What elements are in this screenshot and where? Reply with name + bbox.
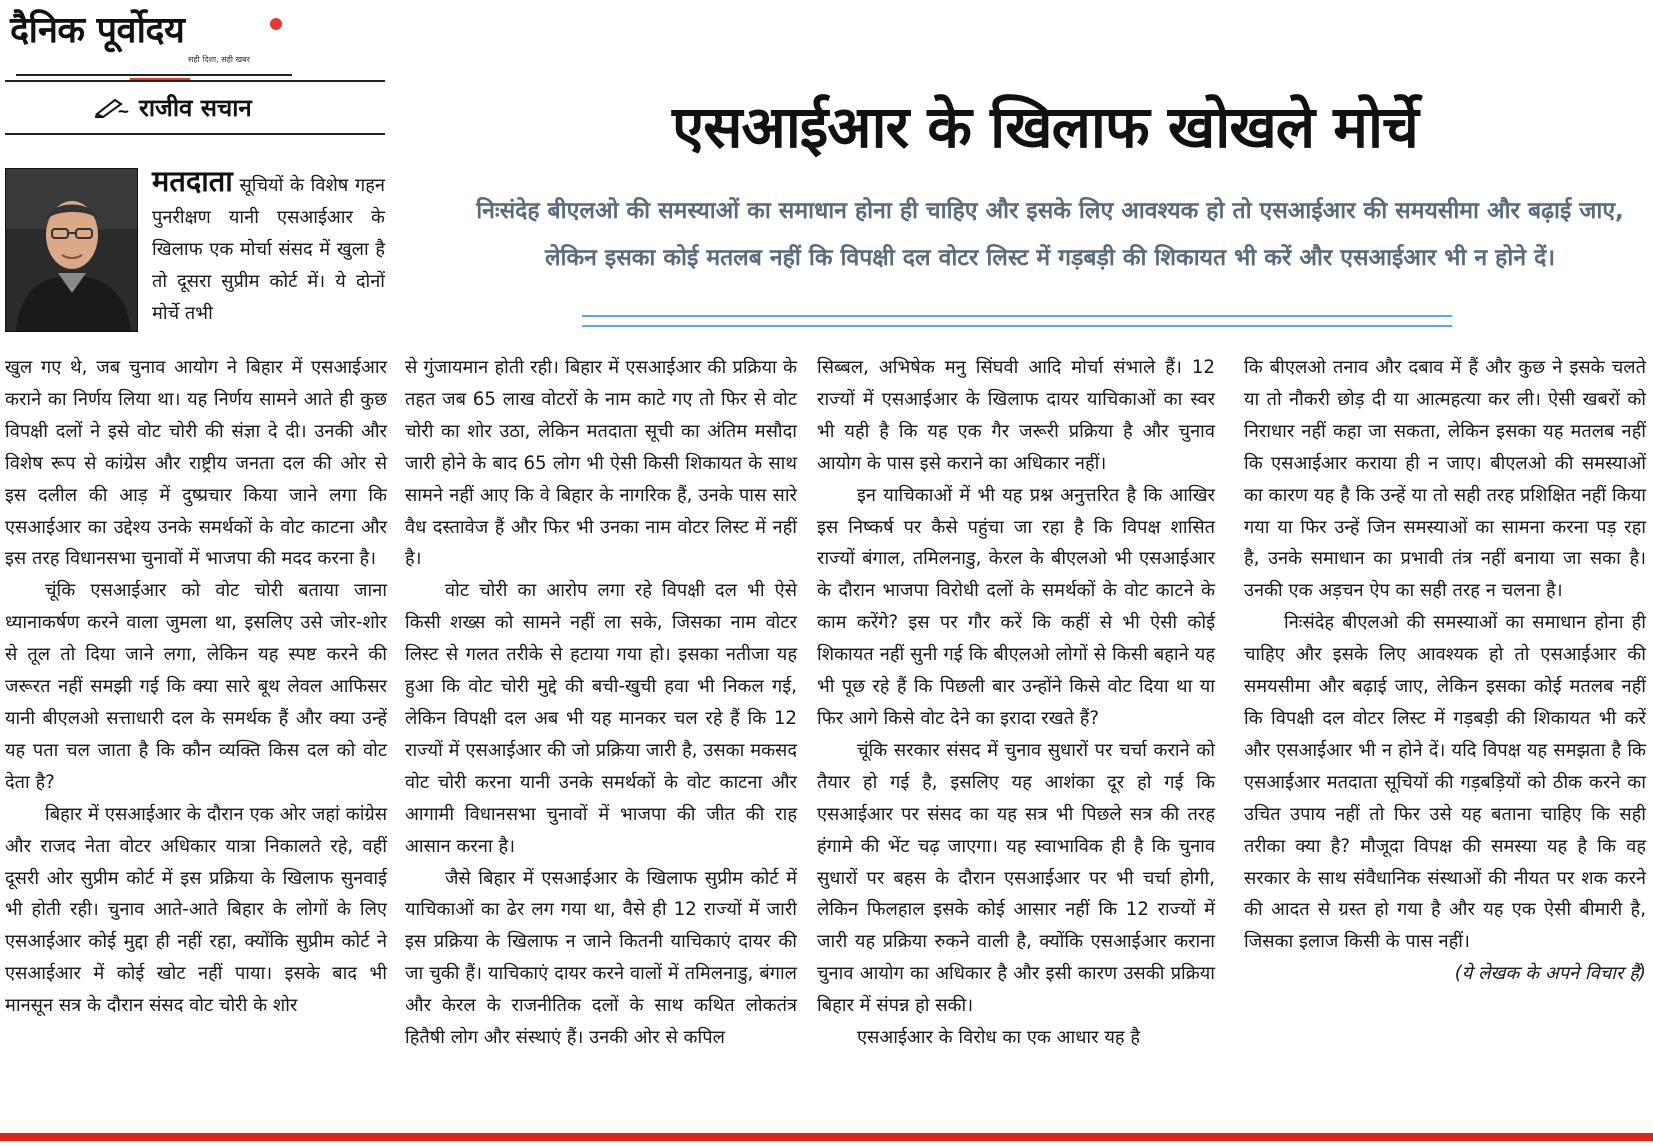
paragraph: वोट चोरी का आरोप लगा रहे विपक्षी दल भी ऐसे किसी शख्स को सामने नहीं ला सके, जिसका नाम वोटर लिस्ट से गलत तरीके से हटाया गया हो। इसका नतीजा यह हुआ कि वोट चोरी मुद्दे की बची-खुची हवा भी निकल गई, लेकिन विपक्षी दल अब भी यह मानकर चल रहे हैं कि 12 राज्यों में एसआईआर की जो प्रक्रिया जारी है, उसका मकसद वोट चोरी करना यानी उनके समर्थकों के वोट काटना और आगामी विधानसभा चुनावों में भाजपा की जीत की राह आसान करना है। bbox=[405, 580, 797, 857]
paragraph: कि बीएलओ तनाव और दबाव में हैं और कुछ ने इसके चलते या तो नौकरी छोड़ दी या आत्महत्या कर ली। ऐसी खबरों को निराधार नहीं कहा जा सकता, लेकिन इसका यह मतलब नहीं कि एसआईआर कराया ही न जाए। बीएलओ की समस्याओं का कारण यह है कि उन्हें या तो सही तरह प्रशिक्षित नहीं किया गया या फिर उन्हें जिन समस्याओं का सामना करना पड़ रहा है, उनके समाधान का प्रभावी तंत्र नहीं बनाया जा सका है। उनकी एक अड़चन ऐप का सही तरह न चलना है। bbox=[1244, 357, 1646, 602]
paragraph: चूंकि सरकार संसद में चुनाव सुधारों पर चर्चा कराने को तैयार हो गई है, इसलिए यह आशंका दूर हो गई कि एसआईआर पर संसद का यह सत्र भी पिछले सत्र की तरह हंगामे की भेंट चढ़ जाएगा। यह स्वाभाविक ही है कि चुनाव सुधारों पर बहस के दौरान एसआईआर पर भी चर्चा होगी, लेकिन फिलहाल इसके कोई आसार नहीं कि 12 राज्यों में जारी यह प्रक्रिया रुकने वाली है, क्योंकि एसआईआर कराना चुनाव आयोग का अधिकार है और इसी कारण उसकी प्रक्रिया बिहार में संपन्न हो सकी। bbox=[817, 739, 1215, 1017]
article-column-2 bbox=[405, 352, 797, 1054]
author-name: राजीव सचान bbox=[139, 93, 252, 122]
deck: निःसंदेह बीएलओ की समस्याओं का समाधान होना ही चाहिए और इसके लिए आवश्यक हो तो एसआईआर की समयसीमा और बढ़ाई जाए, लेकिन इसका कोई मतलब नहीं कि विपक्षी दल वोटर लिस्ट में गड़बड़ी की शिकायत भी करें और एसआईआर भी न होने दें। bbox=[476, 198, 1624, 271]
pen-icon bbox=[95, 96, 129, 118]
footer-divider bbox=[0, 1133, 1653, 1141]
paragraph: बिहार में एसआईआर के दौरान एक ओर जहां कांग्रेस और राजद नेता वोटर अधिकार यात्रा निकालते रहे, वहीं दूसरी ओर सुप्रीम कोर्ट में इस प्रक्रिया के खिलाफ सुनवाई भी होती रही। चुनाव आते-आते बिहार के लोगों के लिए एसआईआर कोई मुद्दा ही नहीं रहा, क्योंकि सुप्रीम कोर्ट ने एसआईआर में कोई खोट नहीं पाया। इसके बाद भी मानसून सत्र के दौरान संसद वोट चोरी के शोर bbox=[5, 803, 387, 1017]
paragraph: जैसे बिहार में एसआईआर के खिलाफ सुप्रीम कोर्ट में याचिकाओं का ढेर लग गया था, वैसे ही 12 राज्यों में जारी इस प्रक्रिया के खिलाफ न जाने कितनी याचिकाएं दायर की जा चुकी हैं। याचिकाएं दायर करने वालों में तमिलनाडु, बंगाल और केरल के राजनीतिक दलों के साथ कथित लोकतंत्र हितैषी लोग और संस्थाएं हैं। उनकी ओर से कपिल bbox=[405, 867, 797, 1049]
paragraph: एसआईआर के विरोध का एक आधार यह है bbox=[857, 1027, 1140, 1049]
author-photo bbox=[5, 168, 138, 332]
author-byline bbox=[95, 92, 252, 122]
masthead-title: दैनिक पूर्वोदय bbox=[10, 9, 185, 51]
paragraph: चूंकि एसआईआर को वोट चोरी बताया जाना ध्यानाकर्षण करने वाला जुमला था, इसलिए उसे जोर-शोर से तूल तो दिया जाने लगा, लेकिन यह स्पष्ट करने की जरूरत नहीं समझी गई कि क्या सारे बूथ लेवल आफिसर यानी बीएलओ सत्ताधारी दल के समर्थक हैं और क्या उन्हें यह पता चल जाता है कि कौन व्यक्ति किस दल को वोट देता है? bbox=[5, 580, 387, 793]
deck-divider-bottom bbox=[582, 325, 1452, 327]
masthead-logo-dot-icon bbox=[270, 18, 282, 30]
author-photo-image bbox=[6, 169, 138, 332]
masthead bbox=[10, 8, 290, 72]
deck-divider-top bbox=[582, 315, 1452, 317]
paragraph: निःसंदेह बीएलओ की समस्याओं का समाधान होना ही चाहिए और इसके लिए आवश्यक हो तो एसआईआर की समयसीमा और बढ़ाई जाए, लेकिन इसका कोई मतलब नहीं कि विपक्षी दल वोटर लिस्ट में गड़बड़ी की शिकायत भी करें और एसआईआर भी न होने दें। यदि विपक्ष यह समझता है कि एसआईआर मतदाता सूचियों की गड़बड़ियों को ठीक करने का उचित उपाय नहीं तो फिर उसे यह बताना चाहिए कि सही तरीका क्या है? मौजूदा विपक्ष की समस्या यह है कि वह सरकार के साथ संवैधानिक संस्थाओं की नीयत पर शक करने की आदत से ग्रस्त हो गया है और यह एक ऐसी बीमारी है, जिसका इलाज किसी के पास नहीं। bbox=[1244, 612, 1646, 953]
byline-bottom-divider bbox=[5, 133, 385, 135]
article-intro bbox=[152, 166, 385, 330]
article-column-4 bbox=[1244, 352, 1646, 990]
byline-top-divider bbox=[5, 80, 385, 82]
masthead-divider bbox=[16, 74, 292, 76]
article-column-3 bbox=[817, 352, 1215, 1054]
author-disclaimer: (ये लेखक के अपने विचार हैं) bbox=[1454, 963, 1646, 985]
intro-text: सूचियों के विशेष गहन पुनरीक्षण यानी एसआईआर के खिलाफ एक मोर्चा संसद में खुला है तो दूसरा सुप्रीम कोर्ट में। ये दोनों मोर्चे तभी bbox=[152, 175, 385, 324]
paragraph: इन याचिकाओं में भी यह प्रश्न अनुत्तरित है कि आखिर इस निष्कर्ष पर कैसे पहुंचा जा रहा है कि विपक्ष शासित राज्यों बंगाल, तमिलनाडु, केरल के बीएलओ भी एसआईआर के दौरान भाजपा विरोधी दलों के समर्थकों के वोट काटने के काम करेंगे? इस पर गौर करें कि कहीं से भी ऐसी कोई शिकायत नहीं सुनी गई कि बीएलओ लोगों से किसी बहाने यह भी पूछ रहे हैं कि पिछली बार उन्होंने किसे वोट दिया था या फिर आगे किसे वोट देने का इरादा रखते हैं? bbox=[817, 484, 1215, 729]
article-column-1 bbox=[5, 352, 387, 1022]
headline: एसआईआर के खिलाफ खोखले मोर्चे bbox=[672, 93, 1418, 161]
paragraph: सिब्बल, अभिषेक मनु सिंघवी आदि मोर्चा संभाले हैं। 12 राज्यों में एसआईआर के खिलाफ दायर याचिकाओं का स्वर भी यही है कि यह एक गैर जरूरी प्रक्रिया है और चुनाव आयोग के पास इसे कराने का अधिकार नहीं। bbox=[817, 357, 1215, 474]
masthead-tagline: सही दिशा, सही खबर bbox=[188, 55, 250, 64]
paragraph: से गुंजायमान होती रही। बिहार में एसआईआर की प्रक्रिया के तहत जब 65 लाख वोटरों के नाम काटे गए तो फिर से वोट चोरी का शोर उठा, लेकिन मतदाता सूची का अंतिम मसौदा जारी होने के बाद 65 लोग भी ऐसी किसी शिकायत के साथ सामने नहीं आए कि वे बिहार के नागरिक हैं, उनके पास सारे वैध दस्तावेज हैं और फिर भी उनका नाम वोटर लिस्ट में नहीं है। bbox=[405, 357, 797, 570]
lead-word: मतदाता bbox=[152, 164, 233, 198]
paragraph: खुल गए थे, जब चुनाव आयोग ने बिहार में एसआईआर कराने का निर्णय लिया था। यह निर्णय सामने आते ही कुछ विपक्षी दलों ने इसे वोट चोरी की संज्ञा दे दी। उनकी और विशेष रूप से कांग्रेस और राष्ट्रीय जनता दल की ओर से इस दलील की आड़ में दुष्प्रचार किया जाने लगा कि एसआईआर का उद्देश्य उनके समर्थकों के वोट काटना और इस तरह विधानसभा चुनावों में भाजपा की मदद करना है। bbox=[5, 357, 387, 570]
